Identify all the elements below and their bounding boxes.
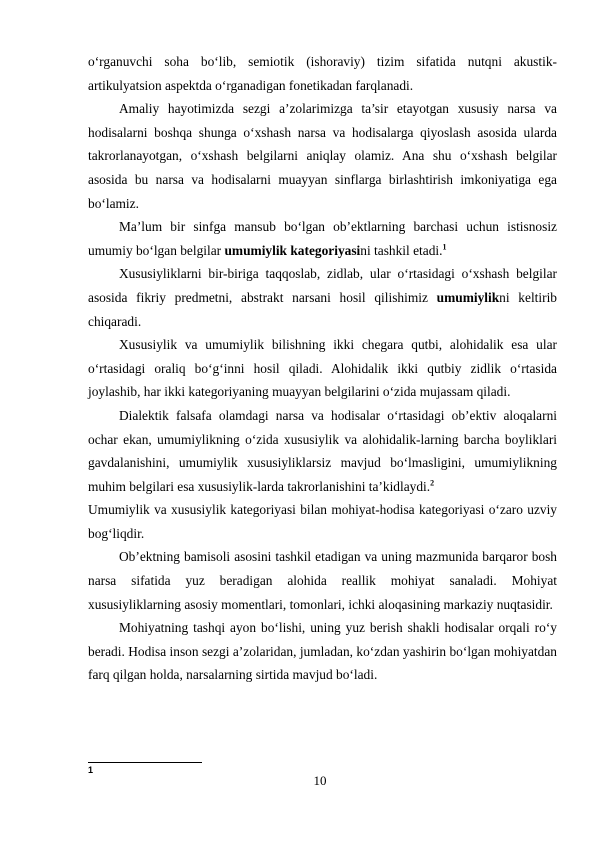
paragraph xyxy=(88,404,557,498)
text-run: Amaliy hayotimizda sezgi a’zolarimizga ta’sir etayotgan xususiy narsa va hodisalarni boshqa shunga o‘xshash narsa va hodisalarga qiyoslash asosida ularda takrorlanayotgan, o‘xshash belgilarni aniqlay olamiz. Ana shu o‘xshash belgilar asosida bu narsa va hodisalarni muayyan sinflarga birlashtirish imkoniyatiga ega bo‘lamiz. xyxy=(88,101,557,211)
text-run: ni keltirib chiqaradi. xyxy=(88,289,557,329)
footnote-separator xyxy=(88,762,202,763)
paragraph xyxy=(88,545,557,616)
footnote-ref: 2 xyxy=(430,478,435,488)
text-run: Xususiyliklarni bir-biriga taqqoslab, zidlab, ular o‘rtasidagi o‘xshash belgilar asosida fikriy predmetni, abstrakt narsani hosil qilishimiz xyxy=(88,266,557,305)
paragraph xyxy=(88,498,557,545)
text-run: Dialektik falsafa olamdagi narsa va hodisalar o‘rtasidagi ob’ektiv aloqalarni ochar ekan, umumiylikning o‘zida xususiylik va alohidalik-larning barcha boyliklari gavdalanishini, umumiylik xususiyliklarsiz mavjud bo‘lmasligini, umumiylikning muhim belgilari esa xususiylik-larda takrorlanishini ta’kidlaydi. xyxy=(88,407,557,494)
footnote-number: 1 xyxy=(88,765,94,775)
text-run: Ob’ektning bamisoli asosini tashkil etadigan va uning mazmunida barqaror bosh narsa sifatida yuz beradigan alohida reallik mohiyat sanaladi. Mohiyat xususiyliklarning asosiy momentlari, tomonlari, ichki aloqasining markaziy nuqtasidir. xyxy=(88,549,557,612)
paragraph xyxy=(88,97,557,215)
text-run: Mohiyatning tashqi ayon bo‘lishi, uning yuz berish shakli hodisalar orqali ro‘y beradi. Hodisa inson sezgi a’zolaridan, jumladan, ko‘zdan yashirin bo‘lgan mohiyatdan farq qilgan holda, narsalarning sirtida mavjud bo‘ladi. xyxy=(88,620,557,683)
bold-term: umumiylik xyxy=(436,289,500,305)
text-run: o‘rganuvchi soha bo‘lib, semiotik (ishoraviy) tizim sifatida nutqni akustik-artikulyatsion aspektda o‘rganadigan fonetikadan farqlanadi. xyxy=(88,54,557,93)
paragraph xyxy=(88,215,557,262)
page-number: 10 xyxy=(313,773,327,788)
paragraph xyxy=(88,262,557,333)
paragraph xyxy=(88,616,557,687)
text-run: Xususiylik va umumiylik bilishning ikki chegara qutbi, alohidalik esa ular o‘rtasidagi oraliq bo‘g‘inni hosil qiladi. Alohidalik ikki qutbiy zidlik o‘rtasida joylashib, har ikki kategoriyaning muayyan belgilarini o‘zida mujassam qiladi. xyxy=(88,337,557,400)
paragraph xyxy=(88,50,557,97)
body-text xyxy=(88,50,557,687)
text-run: ni tashkil etadi. xyxy=(360,242,443,258)
bold-term: umumiylik kategoriyasi xyxy=(224,242,361,258)
text-run: Umumiylik va xususiylik kategoriyasi bilan mohiyat-hodisa kategoriyasi o‘zaro uzviy bog‘liqdir. xyxy=(88,502,557,541)
footnote-ref: 1 xyxy=(442,242,447,252)
paragraph xyxy=(88,333,557,404)
text-run: Ma’lum bir sinfga mansub bo‘lgan ob’ektlarning barchasi uchun istisnosiz umumiy bo‘lgan belgilar xyxy=(88,219,557,258)
